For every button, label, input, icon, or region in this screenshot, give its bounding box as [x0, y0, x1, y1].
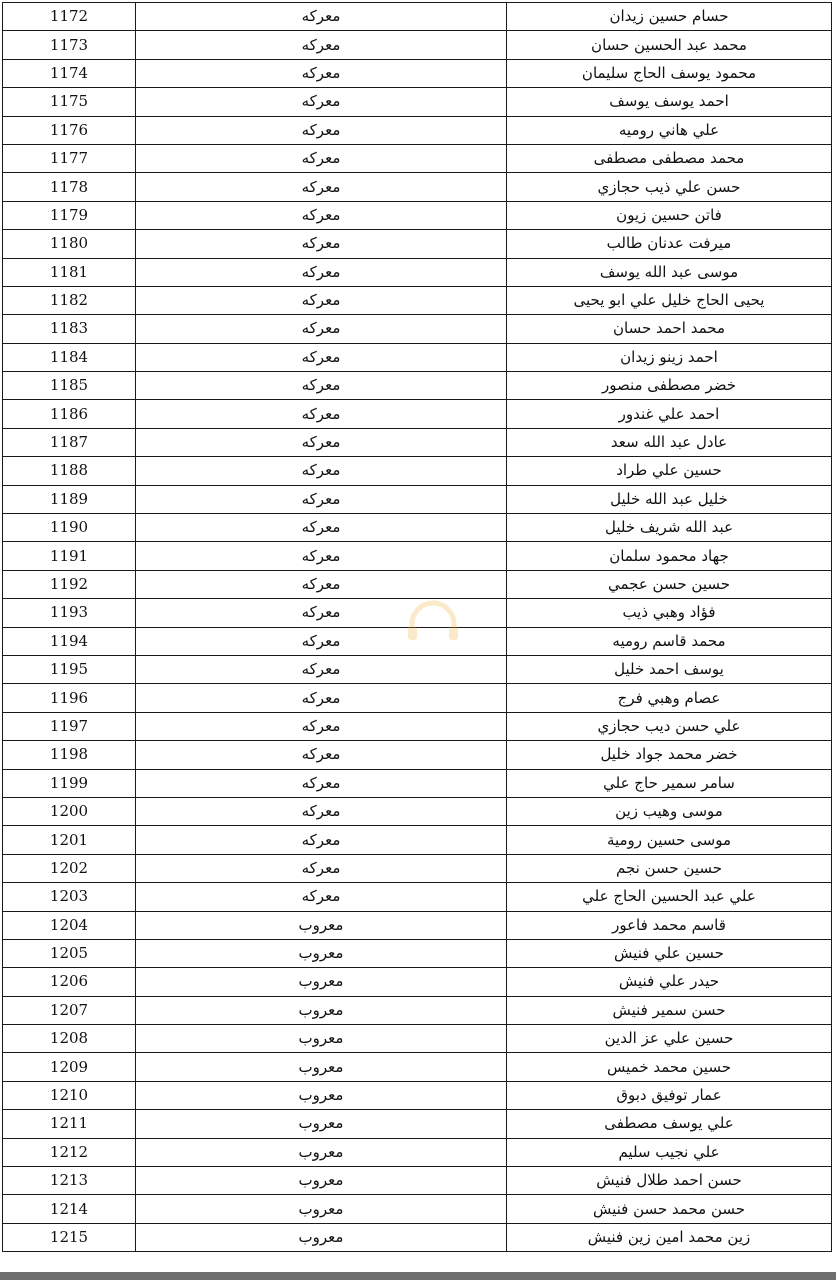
row-number: 1191	[3, 542, 136, 570]
table-row	[3, 372, 832, 400]
row-name: يوسف احمد خليل	[507, 655, 832, 683]
row-place: معروب	[136, 939, 507, 967]
row-place: معركه	[136, 400, 507, 428]
row-name: احمد زينو زيدان	[507, 343, 832, 371]
row-number: 1205	[3, 939, 136, 967]
row-number: 1212	[3, 1138, 136, 1166]
row-name: قاسم محمد فاعور	[507, 911, 832, 939]
row-place: معركه	[136, 372, 507, 400]
row-place: معروب	[136, 1053, 507, 1081]
row-place: معركه	[136, 3, 507, 31]
bottom-edge-strip	[0, 1272, 836, 1280]
row-name: حسين حسن نجم	[507, 854, 832, 882]
row-place: معروب	[136, 1025, 507, 1053]
row-number: 1174	[3, 59, 136, 87]
row-number: 1185	[3, 372, 136, 400]
row-number: 1211	[3, 1110, 136, 1138]
row-place: معركه	[136, 599, 507, 627]
row-name: موسى وهيب زين	[507, 797, 832, 825]
row-name: حسين علي طراد	[507, 457, 832, 485]
row-place: معروب	[136, 1195, 507, 1223]
row-place: معركه	[136, 655, 507, 683]
row-name: موسى حسين رومية	[507, 826, 832, 854]
row-name: ميرفت عدنان طالب	[507, 230, 832, 258]
row-name: محمد مصطفى مصطفى	[507, 144, 832, 172]
row-number: 1182	[3, 286, 136, 314]
row-number: 1178	[3, 173, 136, 201]
row-name: محمد احمد حسان	[507, 315, 832, 343]
row-name: حسن علي ذيب حجازي	[507, 173, 832, 201]
table-row	[3, 1081, 832, 1109]
row-name: حسين علي فنيش	[507, 939, 832, 967]
row-name: حيدر علي فنيش	[507, 968, 832, 996]
row-place: معركه	[136, 201, 507, 229]
row-place: معركه	[136, 769, 507, 797]
row-name: عمار توفيق دبوق	[507, 1081, 832, 1109]
row-place: معروب	[136, 1167, 507, 1195]
table-row	[3, 599, 832, 627]
row-name: علي هاني روميه	[507, 116, 832, 144]
row-name: حسن محمد حسن فنيش	[507, 1195, 832, 1223]
table-row	[3, 230, 832, 258]
row-place: معروب	[136, 996, 507, 1024]
table-row	[3, 911, 832, 939]
row-place: معركه	[136, 428, 507, 456]
row-place: معركه	[136, 627, 507, 655]
row-number: 1207	[3, 996, 136, 1024]
table-row	[3, 797, 832, 825]
table-row	[3, 655, 832, 683]
row-place: معركه	[136, 286, 507, 314]
table-row	[3, 854, 832, 882]
row-name: خليل عبد الله خليل	[507, 485, 832, 513]
row-place: معركه	[136, 826, 507, 854]
row-number: 1215	[3, 1223, 136, 1251]
row-number: 1199	[3, 769, 136, 797]
row-number: 1177	[3, 144, 136, 172]
table-row	[3, 1167, 832, 1195]
table-row	[3, 570, 832, 598]
row-number: 1208	[3, 1025, 136, 1053]
row-number: 1187	[3, 428, 136, 456]
row-name: احمد يوسف يوسف	[507, 88, 832, 116]
names-table	[2, 2, 832, 1252]
table-row	[3, 116, 832, 144]
table-row	[3, 1223, 832, 1251]
table-row	[3, 1138, 832, 1166]
row-place: معركه	[136, 883, 507, 911]
row-place: معركه	[136, 797, 507, 825]
table-row	[3, 201, 832, 229]
row-name: علي عبد الحسين الحاج علي	[507, 883, 832, 911]
row-number: 1213	[3, 1167, 136, 1195]
table-row	[3, 315, 832, 343]
row-place: معركه	[136, 542, 507, 570]
row-name: سامر سمير حاج علي	[507, 769, 832, 797]
table-row	[3, 1110, 832, 1138]
row-name: حسين محمد خميس	[507, 1053, 832, 1081]
row-number: 1180	[3, 230, 136, 258]
table-row	[3, 684, 832, 712]
row-place: معركه	[136, 684, 507, 712]
table-row	[3, 542, 832, 570]
row-number: 1201	[3, 826, 136, 854]
row-place: معروب	[136, 1110, 507, 1138]
row-name: حسين حسن عجمي	[507, 570, 832, 598]
row-place: معركه	[136, 457, 507, 485]
row-number: 1214	[3, 1195, 136, 1223]
row-name: حسام حسين زيدان	[507, 3, 832, 31]
row-name: احمد علي غندور	[507, 400, 832, 428]
row-number: 1204	[3, 911, 136, 939]
row-number: 1206	[3, 968, 136, 996]
row-name: حسين علي عز الدين	[507, 1025, 832, 1053]
row-name: خضر مصطفى منصور	[507, 372, 832, 400]
table-row	[3, 343, 832, 371]
row-place: معركه	[136, 854, 507, 882]
row-place: معركه	[136, 116, 507, 144]
row-name: محمد قاسم روميه	[507, 627, 832, 655]
table-row	[3, 3, 832, 31]
table-row	[3, 1025, 832, 1053]
row-number: 1210	[3, 1081, 136, 1109]
table-row	[3, 457, 832, 485]
row-name: يحيى الحاج خليل علي ابو يحيى	[507, 286, 832, 314]
row-number: 1202	[3, 854, 136, 882]
table-row	[3, 59, 832, 87]
row-name: حسن احمد طلال فنيش	[507, 1167, 832, 1195]
row-number: 1181	[3, 258, 136, 286]
table-row	[3, 400, 832, 428]
row-place: معركه	[136, 712, 507, 740]
row-number: 1194	[3, 627, 136, 655]
row-number: 1183	[3, 315, 136, 343]
table-row	[3, 485, 832, 513]
table-row	[3, 31, 832, 59]
row-place: معركه	[136, 514, 507, 542]
row-name: فاتن حسين زيون	[507, 201, 832, 229]
names-table-body	[3, 3, 832, 1252]
row-name: عبد الله شريف خليل	[507, 514, 832, 542]
row-place: معركه	[136, 741, 507, 769]
row-number: 1179	[3, 201, 136, 229]
table-row	[3, 258, 832, 286]
table-row	[3, 1195, 832, 1223]
row-place: معركه	[136, 230, 507, 258]
row-number: 1172	[3, 3, 136, 31]
row-number: 1192	[3, 570, 136, 598]
row-name: علي يوسف مصطفى	[507, 1110, 832, 1138]
row-number: 1186	[3, 400, 136, 428]
row-name: خضر محمد جواد خليل	[507, 741, 832, 769]
row-place: معركه	[136, 343, 507, 371]
row-number: 1193	[3, 599, 136, 627]
row-number: 1189	[3, 485, 136, 513]
table-row	[3, 883, 832, 911]
row-name: علي حسن ديب حجازي	[507, 712, 832, 740]
row-name: زين محمد امين زين فنيش	[507, 1223, 832, 1251]
row-name: موسى عبد الله يوسف	[507, 258, 832, 286]
row-number: 1190	[3, 514, 136, 542]
table-row	[3, 428, 832, 456]
row-number: 1198	[3, 741, 136, 769]
row-place: معركه	[136, 144, 507, 172]
row-name: محمود يوسف الحاج سليمان	[507, 59, 832, 87]
row-name: علي نجيب سليم	[507, 1138, 832, 1166]
row-name: عادل عبد الله سعد	[507, 428, 832, 456]
row-place: معركه	[136, 485, 507, 513]
row-name: حسن سمير فنيش	[507, 996, 832, 1024]
table-row	[3, 173, 832, 201]
row-place: معروب	[136, 911, 507, 939]
row-place: معركه	[136, 258, 507, 286]
row-number: 1197	[3, 712, 136, 740]
row-name: جهاد محمود سلمان	[507, 542, 832, 570]
table-row	[3, 144, 832, 172]
row-name: فؤاد وهبي ذيب	[507, 599, 832, 627]
row-place: معروب	[136, 1138, 507, 1166]
row-number: 1203	[3, 883, 136, 911]
row-place: معركه	[136, 315, 507, 343]
table-row	[3, 1053, 832, 1081]
row-place: معروب	[136, 1081, 507, 1109]
row-number: 1196	[3, 684, 136, 712]
row-place: معركه	[136, 31, 507, 59]
row-number: 1200	[3, 797, 136, 825]
row-name: محمد عبد الحسين حسان	[507, 31, 832, 59]
row-number: 1184	[3, 343, 136, 371]
row-place: معروب	[136, 1223, 507, 1251]
row-name: عصام وهبي فرج	[507, 684, 832, 712]
row-number: 1209	[3, 1053, 136, 1081]
table-row	[3, 712, 832, 740]
row-place: معركه	[136, 59, 507, 87]
table-row	[3, 514, 832, 542]
table-row	[3, 88, 832, 116]
row-number: 1195	[3, 655, 136, 683]
table-row	[3, 741, 832, 769]
row-number: 1188	[3, 457, 136, 485]
row-place: معركه	[136, 570, 507, 598]
table-row	[3, 826, 832, 854]
row-number: 1176	[3, 116, 136, 144]
table-row	[3, 939, 832, 967]
row-number: 1175	[3, 88, 136, 116]
table-row	[3, 627, 832, 655]
row-number: 1173	[3, 31, 136, 59]
table-row	[3, 286, 832, 314]
table-row	[3, 769, 832, 797]
table-row	[3, 996, 832, 1024]
table-row	[3, 968, 832, 996]
row-place: معركه	[136, 88, 507, 116]
row-place: معروب	[136, 968, 507, 996]
row-place: معركه	[136, 173, 507, 201]
